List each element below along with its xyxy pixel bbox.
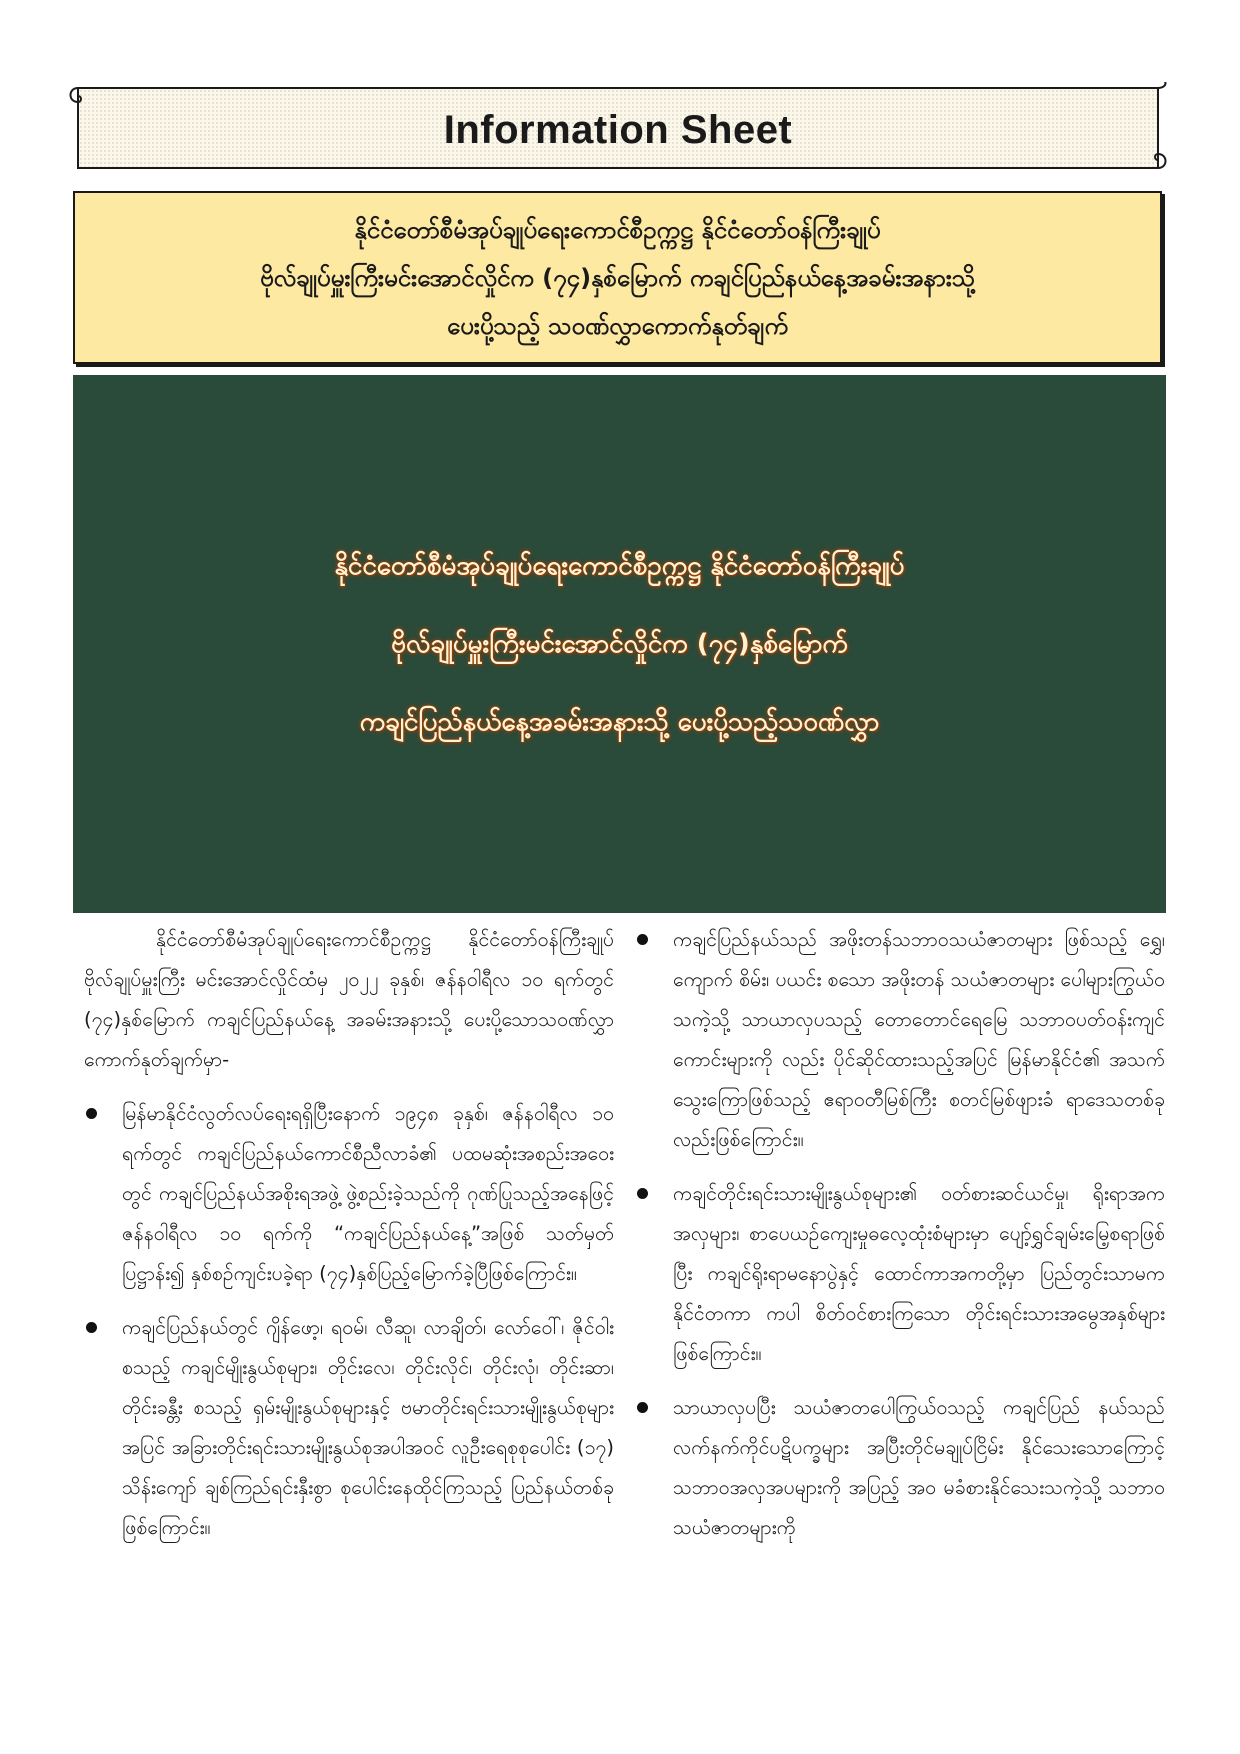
title-scroll [68, 82, 1168, 174]
banner-line: နိုင်ငံတော်စီမံအုပ်ချုပ်ရေးကောင်စီဥက္ကဋ္ဌ နိုင်ငံတော်ဝန်ကြီးချုပ် [334, 551, 905, 581]
bullet-icon [637, 934, 648, 945]
subtitle-line: နိုင်ငံတော်စီမံအုပ်ချုပ်ရေးကောင်စီဥက္ကဋ္ဌ နိုင်ငံတော်ဝန်ကြီးချုပ် [354, 215, 881, 244]
list-item [635, 1174, 1165, 1374]
subtitle-box [73, 191, 1162, 364]
list-item [635, 920, 1165, 1160]
subtitle-line: ဗိုလ်ချုပ်မှူးကြီးမင်းအောင်လှိုင်က (၇၄)နှစ်မြောက် ကချင်ပြည်နယ်နေ့အခမ်းအနားသို့ [259, 263, 976, 292]
list-item-text: မြန်မာနိုင်ငံလွတ်လပ်ရေးရရှိပြီးနောက် ၁၉၄၈ ခုနှစ်၊ ဇန်နဝါရီလ ၁၀ ရက်တွင် ကချင်ပြည်နယ်ကောင်စီညီလာခံ၏ ပထမဆုံးအစည်းအဝေးတွင် ကချင်ပြည်နယ်အစိုးရအဖွဲ့ ဖွဲ့စည်းခဲ့သည်ကို ဂုဏ်ပြုသည့်အနေဖြင့် ဇန်နဝါရီလ ၁၀ ရက်ကို “ကချင်ပြည်နယ်နေ့”အဖြစ် သတ်မှတ်ပြဋ္ဌာန်း၍ နှစ်စဉ်ကျင်းပခဲ့ရာ (၇၄)နှစ်ပြည့်မြောက်ခဲ့ပြီဖြစ်ကြောင်း။ [122, 1102, 614, 1285]
list-item-text: သာယာလှပပြီး သယံဇာတပေါကြွယ်ဝသည့် ကချင်ပြည် နယ်သည် လက်နက်ကိုင်ပဋိပက္ခများ အပြီးတိုင်မချုပ်ငြိမ်း နိုင်သေးသောကြောင့် သဘာဝအလှအပများကို အပြည့် အဝ မခံစားနိုင်သေးသကဲ့သို့ သဘာဝသယံဇာတများကို [673, 1396, 1165, 1539]
left-column [84, 920, 614, 1562]
list-item-text: ကချင်ပြည်နယ်သည် အဖိုးတန်သဘာဝသယံဇာတများ ဖြစ်သည့် ရွှေ၊ ကျောက် စိမ်း၊ ပယင်း စသော အဖိုးတန် သယံဇာတများ ပေါများကြွယ်ဝသကဲ့သို့ သာယာလှပသည့် တောတောင်ရေမြေ သဘာဝပတ်ဝန်းကျင်ကောင်းများကို လည်း ပိုင်ဆိုင်ထားသည့်အပြင် မြန်မာနိုင်ငံ၏ အသက် သွေးကြောဖြစ်သည့် ဧရာဝတီမြစ်ကြီး စတင်မြစ်ဖျားခံ ရာဒေသတစ်ခုလည်းဖြစ်ကြောင်း။ [673, 928, 1165, 1151]
green-banner [73, 375, 1166, 913]
list-item [84, 1308, 614, 1548]
list-item-text: ကချင်ပြည်နယ်တွင် ဂျိန်ဖော့၊ ရဝမ်၊ လီဆူ၊ လာချိတ်၊ လော်ဝေါ်၊ ဇိုင်ဝါးစသည့် ကချင်မျိုးနွယ်စုများ၊ တိုင်းလေ၊ တိုင်းလိုင်၊ တိုင်းလုံ၊ တိုင်းဆာ၊ တိုင်းခန္တီး စသည့် ရှမ်းမျိုးနွယ်စုများနှင့် ဗမာတိုင်းရင်းသားမျိုးနွယ်စုများအပြင် အခြားတိုင်းရင်းသားမျိုးနွယ်စုအပါအဝင် လူဦးရေစုစုပေါင်း (၁၇) သိန်းကျော် ချစ်ကြည်ရင်းနှီးစွာ စုပေါင်းနေထိုင်ကြသည့် ပြည်နယ်တစ်ခုဖြစ်ကြောင်း။ [122, 1316, 614, 1539]
list-item [84, 1094, 614, 1294]
bullet-icon [637, 1188, 648, 1199]
banner-line: ဗိုလ်ချုပ်မှူးကြီးမင်းအောင်လှိုင်က (၇၄)နှစ်မြောက် [391, 629, 848, 659]
bullet-icon [86, 1108, 97, 1119]
list-item [635, 1388, 1165, 1548]
right-column [635, 920, 1165, 1562]
banner-line: ကချင်ပြည်နယ်နေ့အခမ်းအနားသို့ ပေးပို့သည့်သဝဏ်လွှာ [359, 707, 880, 737]
bullet-icon [86, 1322, 97, 1333]
page-title: Information Sheet [443, 108, 793, 152]
bullet-icon [637, 1402, 648, 1413]
subtitle-line: ပေးပို့သည့် သဝဏ်လွှာကောက်နုတ်ချက် [447, 311, 788, 340]
list-item-text: ကချင်တိုင်းရင်းသားမျိုးနွယ်စုများ၏ ဝတ်စားဆင်ယင်မှု၊ ရိုးရာအကအလှများ၊ စာပေယဉ်ကျေးမှုဓလေ့ထုံးစံများမှာ ပျော့်ရွှင်ချမ်းမြေ့စရာဖြစ်ပြီး ကချင်ရိုးရာမနောပွဲနှင့် ထောင်ကာအကတို့မှာ ပြည်တွင်းသာမက နိုင်ငံတကာ ကပါ စိတ်ဝင်စားကြသော တိုင်းရင်းသားအမွေအနှစ်များ ဖြစ်ကြောင်း။ [673, 1182, 1165, 1365]
intro-paragraph: နိုင်ငံတော်စီမံအုပ်ချုပ်ရေးကောင်စီဥက္ကဋ္ဌ နိုင်ငံတော်ဝန်ကြီးချုပ် ဗိုလ်ချုပ်မှူးကြီး မင်းအောင်လှိုင်ထံမှ ၂၀၂၂ ခုနှစ်၊ ဇန်နဝါရီလ ၁၀ ရက်တွင် (၇၄)နှစ်မြောက် ကချင်ပြည်နယ်နေ့ အခမ်းအနားသို့ ပေးပို့သောသဝဏ်လွှာကောက်နုတ်ချက်မှာ- [84, 928, 614, 1071]
